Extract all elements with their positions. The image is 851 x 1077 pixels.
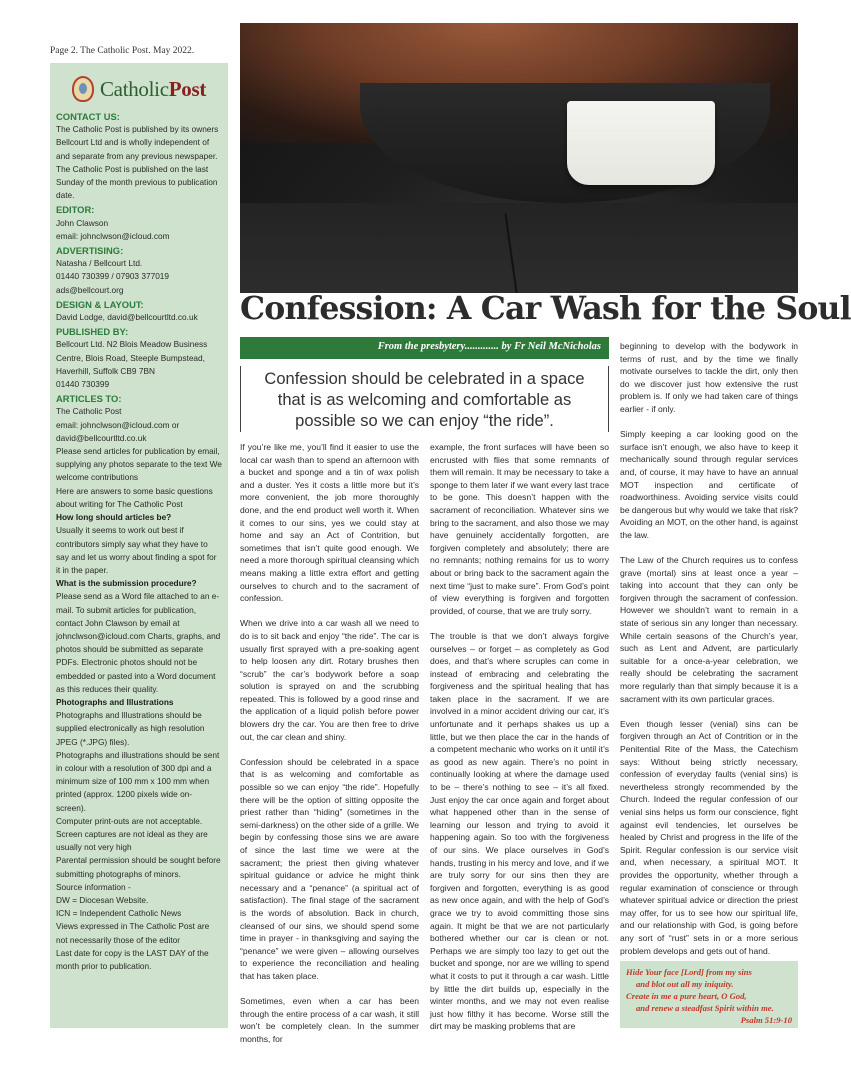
paragraph: Even though lesser (venial) sins can be forgiven through an Act of Contrition or in the Penitential Rite of the Mass, the Catechism says: Without being strictly necessary, confession of everyday faults (venial sins) is nevertheless strongly recommended by the Church. Indeed the regular confession of our venial sins helps us form our conscience, fight against evil tendencies, let ourselves be healed by Christ and progress in the life of the Spirit. Regular confession is our service visit and, when necessary, a spiritual MOT. It provides the opportunity, whether through a regular examination of conscience or through whatever spiritual advice or direction the priest may offer, for us to see how our spiritual life, and our relationship with God, is going before any sort of “rust” sets in or a more serious problem develops and gets out of hand. <box>620 718 798 956</box>
paragraph: The Law of the Church requires us to confess grave (mortal) sins at least once a year – taking into account that they can only be forgiven through the sacrament of confession. However we shouldn’t want to remain in a state of serious sin any longer than necessary. While certain seasons of the Church’s year, such as Lent and Advent, are particularly suitable for a once-a-year celebration, we really should be celebrating the sacrament more regularly than that simply because it is a sacrament with its own particular graces. <box>620 555 798 704</box>
design-heading: DESIGN & LAYOUT: <box>56 298 144 310</box>
published-heading: PUBLISHED BY: <box>56 326 129 338</box>
psalm-line-1: Hide Your face [Lord] from my sins <box>626 967 752 977</box>
photos-text-a: Photographs and Illustrations should be supplied electronically as high resolution JPEG (*.JPG) files). <box>56 710 205 747</box>
article-column-3 <box>620 340 798 955</box>
views-disclaimer: Views expressed in The Catholic Post are not necessarily those of the editor <box>56 921 210 945</box>
articles-text-1: The Catholic Post <box>56 406 122 417</box>
paragraph: When we drive into a car wash all we need to do is to sit back and enjoy “the ride”. The car is usually first sprayed with a pre-soaking agent to help loosen any dirt. Rotary brushes then “scrub” the car’s bodywork before a soap solution is sprayed on and the scrubbing repeated. This is followed by a good rinse and the application of a liquid polish before power blowers dry the car. You are then free to drive out, the car clean and shiny. <box>240 618 419 742</box>
articles-text-4: Here are answers to some basic questions about writing for The Catholic Post <box>56 485 213 509</box>
published-address: Bellcourt Ltd. N2 Blois Meadow Business Centre, Blois Road, Steeple Bumpstead, Haverhill, Suffolk CB9 7BN <box>56 339 208 376</box>
paragraph: Sometimes, even when a car has been through the entire process of a car wash, it still won’t be completely clean. In the summer months, for <box>240 996 419 1044</box>
psalm-line-4: and renew a steadfast Spirit within me. <box>636 1003 774 1013</box>
question-procedure: What is the submission procedure? <box>56 578 197 589</box>
masthead-sidebar <box>50 63 228 1028</box>
page-folio: Page 2. The Catholic Post. May 2022. <box>50 46 195 56</box>
answer-length: Usually it seems to work out best if contributors simply say what they have to say and let us worry about finding a spot for it in the paper. <box>56 525 217 575</box>
articles-email[interactable]: email: johnclwson@icloud.com or david@bellcourtltd.co.uk <box>56 419 180 443</box>
photos-text-e: Parental permission should be sought before submitting photographs of minors. <box>56 855 221 879</box>
paragraph: Confession should be celebrated in a space that is as welcoming and comfortable as possible so we can enjoy “the ride”. Hopefully there will be the option of sitting opposite the priest rather than “hiding” (sometimes in the semi-darkness) on the other side of a grille. We begin by confessing those sins we are aware of since the last time we were at the sacrament; the priest then giving whatever spiritual guidance or advice he might think necessary and a “penance” (a spiritual act of satisfaction). The final stage of the sacrament is the words of absolution. Back in church, cleansed of our sins, we should spend some time in prayer - in thanksgiving and saying the “penance” we were given – allowing ourselves to experience the reconciliation and healing that has taken place. <box>240 756 419 981</box>
articles-heading: ARTICLES TO: <box>56 393 122 405</box>
contact-heading: CONTACT US: <box>56 111 120 122</box>
paragraph: beginning to develop with the bodywork in terms of rust, and by the time we finally motivate ourselves to tackle the dirt, only then do we discover just how extensive the rust problem is. If only we had taken care of things earlier - if only. <box>620 341 798 414</box>
published-phone: 01440 730399 <box>56 379 110 390</box>
psalm-box <box>620 961 798 1028</box>
logo-wordmark <box>100 77 206 102</box>
paragraph: Simply keeping a car looking good on the surface isn’t enough, we also have to keep it mechanically sound through regular services and, of course, it may have to have an annual MOT inspection and certificate of roadworthiness. Avoiding service visits could be dangerous but why would we take that risk? Avoiding an MOT, on the other hand, is against the law. <box>620 429 798 540</box>
advertising-email[interactable]: ads@bellcourt.org <box>56 284 124 295</box>
source-dw: DW = Diocesan Website. <box>56 894 149 905</box>
crest-icon <box>72 76 94 102</box>
editor-name: John Clawson <box>56 217 109 228</box>
photo-collar-tab <box>567 101 715 185</box>
editor-email[interactable]: email: johnclwson@icloud.com <box>56 230 170 241</box>
source-icn: ICN = Independent Catholic News <box>56 908 182 919</box>
article-column-2 <box>430 441 609 1031</box>
photos-text-d: Screen captures are not ideal as they are usually not very high <box>56 828 208 853</box>
design-text: David Lodge, david@bellcourtltd.co.uk <box>56 312 198 323</box>
editor-heading: EDITOR: <box>56 204 95 216</box>
advertising-phone: 01440 730399 / 07903 377019 <box>56 271 170 282</box>
paragraph: The trouble is that we don’t always forgive ourselves – or forget – as completely as God does, and that’s where scruples can come in instead of embracing and celebrating the forgiveness and the spiritual healing that has taken place in the sacrament. If we are involved in a minor accident driving our car, it’s unfortunate and it perhaps shakes us up a little, but we then place the car in the hands of a competent mechanic who works on it until it’s as good as new again. There’s no point in continually looking at where the damage used to be – there’s nothing to see – it’s all fixed. Just enjoy the car once again and forget about what happened other than in the sense of learning our lesson and trying to avoid it happening again. So too with the forgiveness of our sins. We place ourselves in God’s hands, trusting in his mercy and love, and if we are truly sorry for our sins then they are forgiven and forgotten, everything is as good as new once again, and with the help of God’s grace we try to avoid committing those sins again. It might be that we are not particularly bothered whether our car is clean or not. Perhaps we are simply too lazy to get out the bucket and sponge, nor are we willing to spend what it costs to put it through a car wash. Little by little the dirt builds up, especially in the winter months, and we may not even realise just how filthy it has become. Worse still the dirt may be masking problems that are <box>430 630 609 1032</box>
photographs-heading: Photographs and Illustrations <box>56 696 174 707</box>
psalm-line-2: and blot out all my iniquity. <box>636 979 734 989</box>
logo-post: Post <box>168 76 207 101</box>
advertising-name: Natasha / Bellcourt Ltd. <box>56 258 143 269</box>
psalm-reference: Psalm 51:9-10 <box>740 1015 792 1025</box>
article-byline: From the presbytery............. by Fr Neil McNicholas <box>240 337 609 359</box>
psalm-line-3: Create in me a pure heart, O God, <box>626 991 747 1001</box>
pull-quote: Confession should be celebrated in a space that is as welcoming and comfortable as possible so we can enjoy “the ride”. <box>240 366 609 432</box>
logo-catholic: Catholic <box>99 76 169 101</box>
paragraph: example, the front surfaces will have been so encrusted with flies that some remnants of them will remain. It may be necessary to take a sponge to them later if we want every last trace to be gone. This doesn’t happen with the sacrament of reconciliation. Whatever sins we bring to the sacrament, and also those we may have genuinely accidentally forgotten, are forgiven completely and absolutely; there are no remnants; nothing remains for us to worry about or bring back to the sacrament again the next time “just to make sure”. From God’s point of view everything is forgiven and forgotten provided, of course, that we are truly sorry. <box>430 442 609 616</box>
paragraph: If you’re like me, you’ll find it easier to use the local car wash than to spend an afternoon with a bucket and sponge and a tin of wax polish and a duster. Yes it costs a little more but it’s more convenient, the job more thoroughly done, and the end product well worth it. When it comes to our sins, yes we could stay at home and say an Act of Contrition, but sometimes that isn’t quite good enough. We need a more thorough spiritual cleansing which means making a little extra effort and getting ourselves to church and to the sacrament of confession. <box>240 442 419 604</box>
answer-procedure: Please send as a Word file attached to an e-mail. To submit articles for publication, contact John Clawson by email at johnclwson@icloud.com Charts, graphs, and photos should be submitted as separate PDFs. Electronic photos should not be embedded or pasted into a Word document as this reduces their quality. <box>56 591 221 694</box>
contact-text: The Catholic Post is published by its owners Bellcourt Ltd and is wholly independent of and separate from any previous newspaper. The Catholic Post is published on the last Sunday of the month previous to publication date. <box>56 124 219 201</box>
catholic-post-logo <box>56 69 222 109</box>
article-column-1 <box>240 441 419 1044</box>
source-info: Source information - <box>56 881 131 892</box>
article-headline: Confession: A Car Wash for the Soul <box>240 290 851 327</box>
clerical-collar-photo <box>240 63 798 285</box>
photo-shirt <box>240 203 798 293</box>
advertising-heading: ADVERTISING: <box>56 245 124 257</box>
photos-text-c: Computer print-outs are not acceptable. <box>56 815 203 826</box>
question-length: How long should articles be? <box>56 512 172 523</box>
articles-text-3: Please send articles for publication by email, supplying any photos separate to the text We welcome contributions <box>56 446 222 483</box>
photos-text-b: Photographs and illustrations should be sent in colour with a resolution of 300 dpi and a minimum size of 100 mm x 100 mm when printed (approx. 1200 pixels wide on-screen). <box>56 749 220 813</box>
copy-deadline: Last date for copy is the LAST DAY of the month prior to publication. <box>56 947 209 971</box>
